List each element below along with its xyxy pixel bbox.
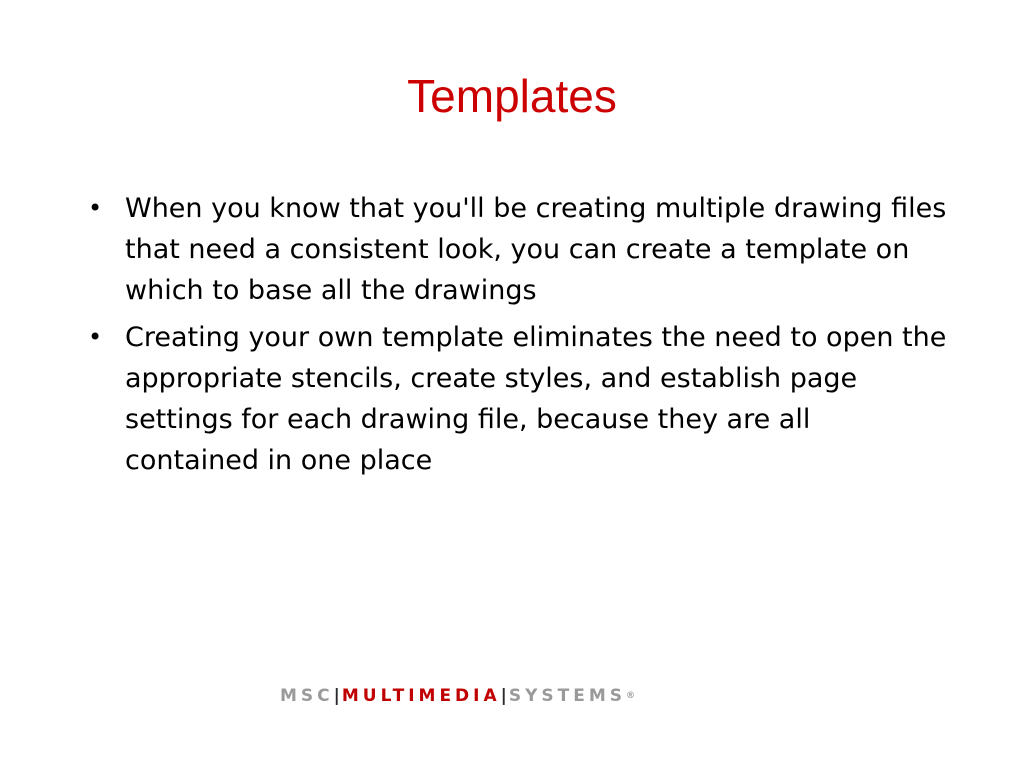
bullet-list	[88, 188, 948, 487]
bullet-item	[88, 188, 948, 311]
bullet-dot-icon: •	[88, 323, 103, 351]
company-logo	[280, 684, 750, 708]
logo-systems-text: SYSTEMS	[508, 686, 627, 706]
bullet-text: When you know that you'll be creating multiple drawing files that need a consistent look, you can create a template on which to base all the drawings	[125, 193, 947, 306]
bullet-text: Creating your own template eliminates the need to open the appropriate stencils, create styles, and establish page settings for each drawing file, because they are all contained in one place	[125, 322, 947, 476]
bullet-item	[88, 317, 948, 481]
bullet-dot-icon: •	[88, 194, 103, 222]
registered-mark-icon: ®	[626, 691, 636, 701]
logo-separator: |	[500, 686, 509, 706]
logo-msc-text: MSC	[280, 686, 334, 706]
logo-separator: |	[333, 686, 342, 706]
slide-title: Templates	[407, 70, 617, 122]
logo-multimedia-text: MULTIMEDIA	[341, 686, 501, 706]
